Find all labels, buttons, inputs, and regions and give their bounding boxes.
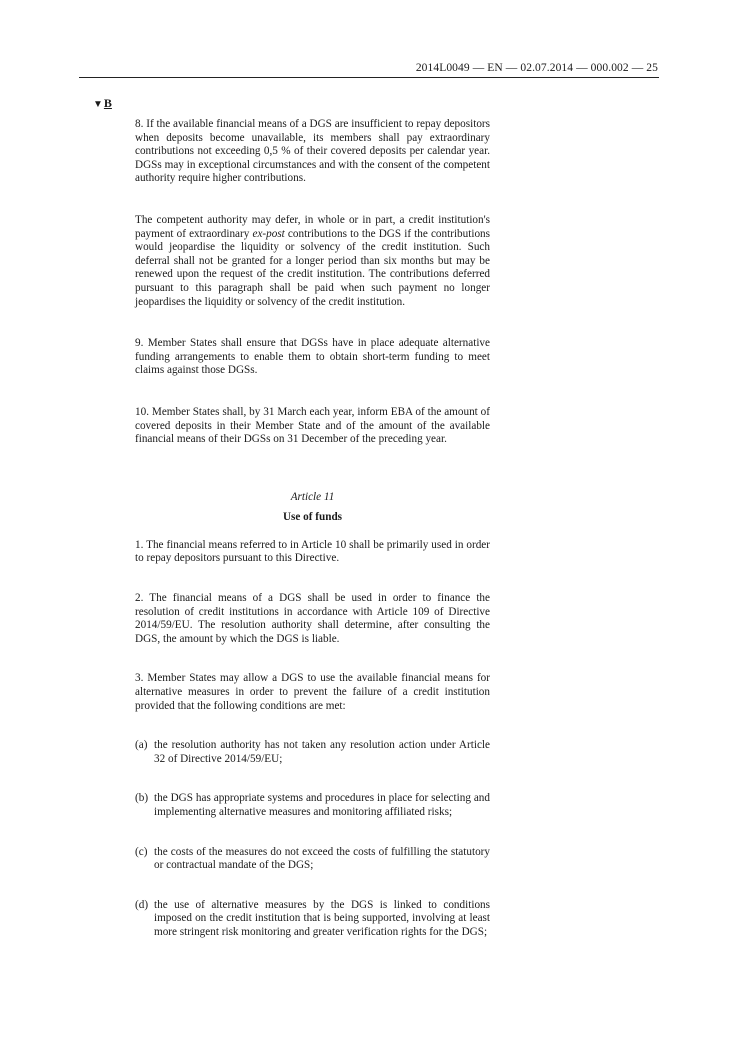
condition-c [135, 846, 490, 873]
condition-label: (b) [135, 792, 149, 805]
deferral-text-end: contributions to the DGS if the contributions would jeopardise the liquidity or solvency of the credit institution. Such deferral shall not be granted for a longer period than six months but may be renewed upon the request of the credit institution. The contributions deferred pursuant to this paragraph shall be paid when such payment no longer jeopardises the liquidity or solvency of the credit institution. [135, 227, 490, 308]
condition-a [135, 739, 490, 766]
paragraph-10: 10. Member States shall, by 31 March each year, inform EBA of the amount of covered deposits in their Member State and of the amount of the available financial means of their DGSs on 31 December of the preceding year. [135, 405, 490, 446]
condition-b [135, 792, 490, 819]
document-reference: 2014L0049 — EN — 02.07.2014 — 000.002 — 25 [415, 62, 658, 74]
article-title: Use of funds [282, 511, 343, 524]
article-paragraph-1: 1. The financial means referred to in Article 10 shall be primarily used in order to repay depositors pursuant to this Directive. [135, 538, 490, 565]
paragraph-8-deferral [135, 214, 490, 309]
amendment-marker [93, 96, 112, 111]
condition-d [135, 899, 490, 940]
condition-text: the costs of the measures do not exceed the costs of fulfilling the statutory or contractual mandate of the DGS; [154, 845, 490, 872]
condition-text: the DGS has appropriate systems and procedures in place for selecting and implementing alternative measures and monitoring affiliated risks; [154, 792, 490, 818]
condition-label: (d) [135, 898, 149, 911]
amendment-marker-letter: B [103, 96, 112, 110]
condition-text: the resolution authority has not taken any resolution action under Article 32 of Directive 2014/59/EU; [154, 739, 490, 765]
header-divider [79, 77, 659, 78]
condition-text: the use of alternative measures by the DGS is linked to conditions imposed on the credit institution that is being supported, involving at least more stringent risk monitoring and greater verification rights for the DGS; [154, 898, 490, 938]
ex-post-term: ex-post [252, 227, 285, 240]
condition-label: (a) [135, 739, 148, 752]
article-paragraph-2: 2. The financial means of a DGS shall be used in order to finance the resolution of credit institutions in accordance with Article 109 of Directive 2014/59/EU. The resolution authority shall determine, after consulting the DGS, the amount by which the DGS is liable. [135, 592, 490, 645]
article-paragraph-3: 3. Member States may allow a DGS to use the available financial means for alternative measures in order to prevent the failure of a credit institution provided that the following conditions are met: [135, 672, 490, 712]
condition-label: (c) [135, 845, 148, 858]
triangle-down-icon: ▼ [93, 99, 103, 110]
paragraph-8: 8. If the available financial means of a DGS are insufficient to repay depositors when deposits become unavailable, its members shall pay extraordinary contributions not exceeding 0,5 % of their covered deposits per calendar year. DGSs may in exceptional circumstances and with the consent of the competent authority require higher contributions. [135, 118, 490, 185]
deferral-text-start: The competent authority may defer, in whole or in part, a credit institution's payment of extraordinary [135, 213, 490, 240]
paragraph-9: 9. Member States shall ensure that DGSs have in place adequate alternative funding arrangements to enable them to obtain short-term funding to meet claims against those DGSs. [135, 337, 490, 377]
page-body [135, 118, 490, 940]
article-number: Article 11 [290, 490, 335, 503]
